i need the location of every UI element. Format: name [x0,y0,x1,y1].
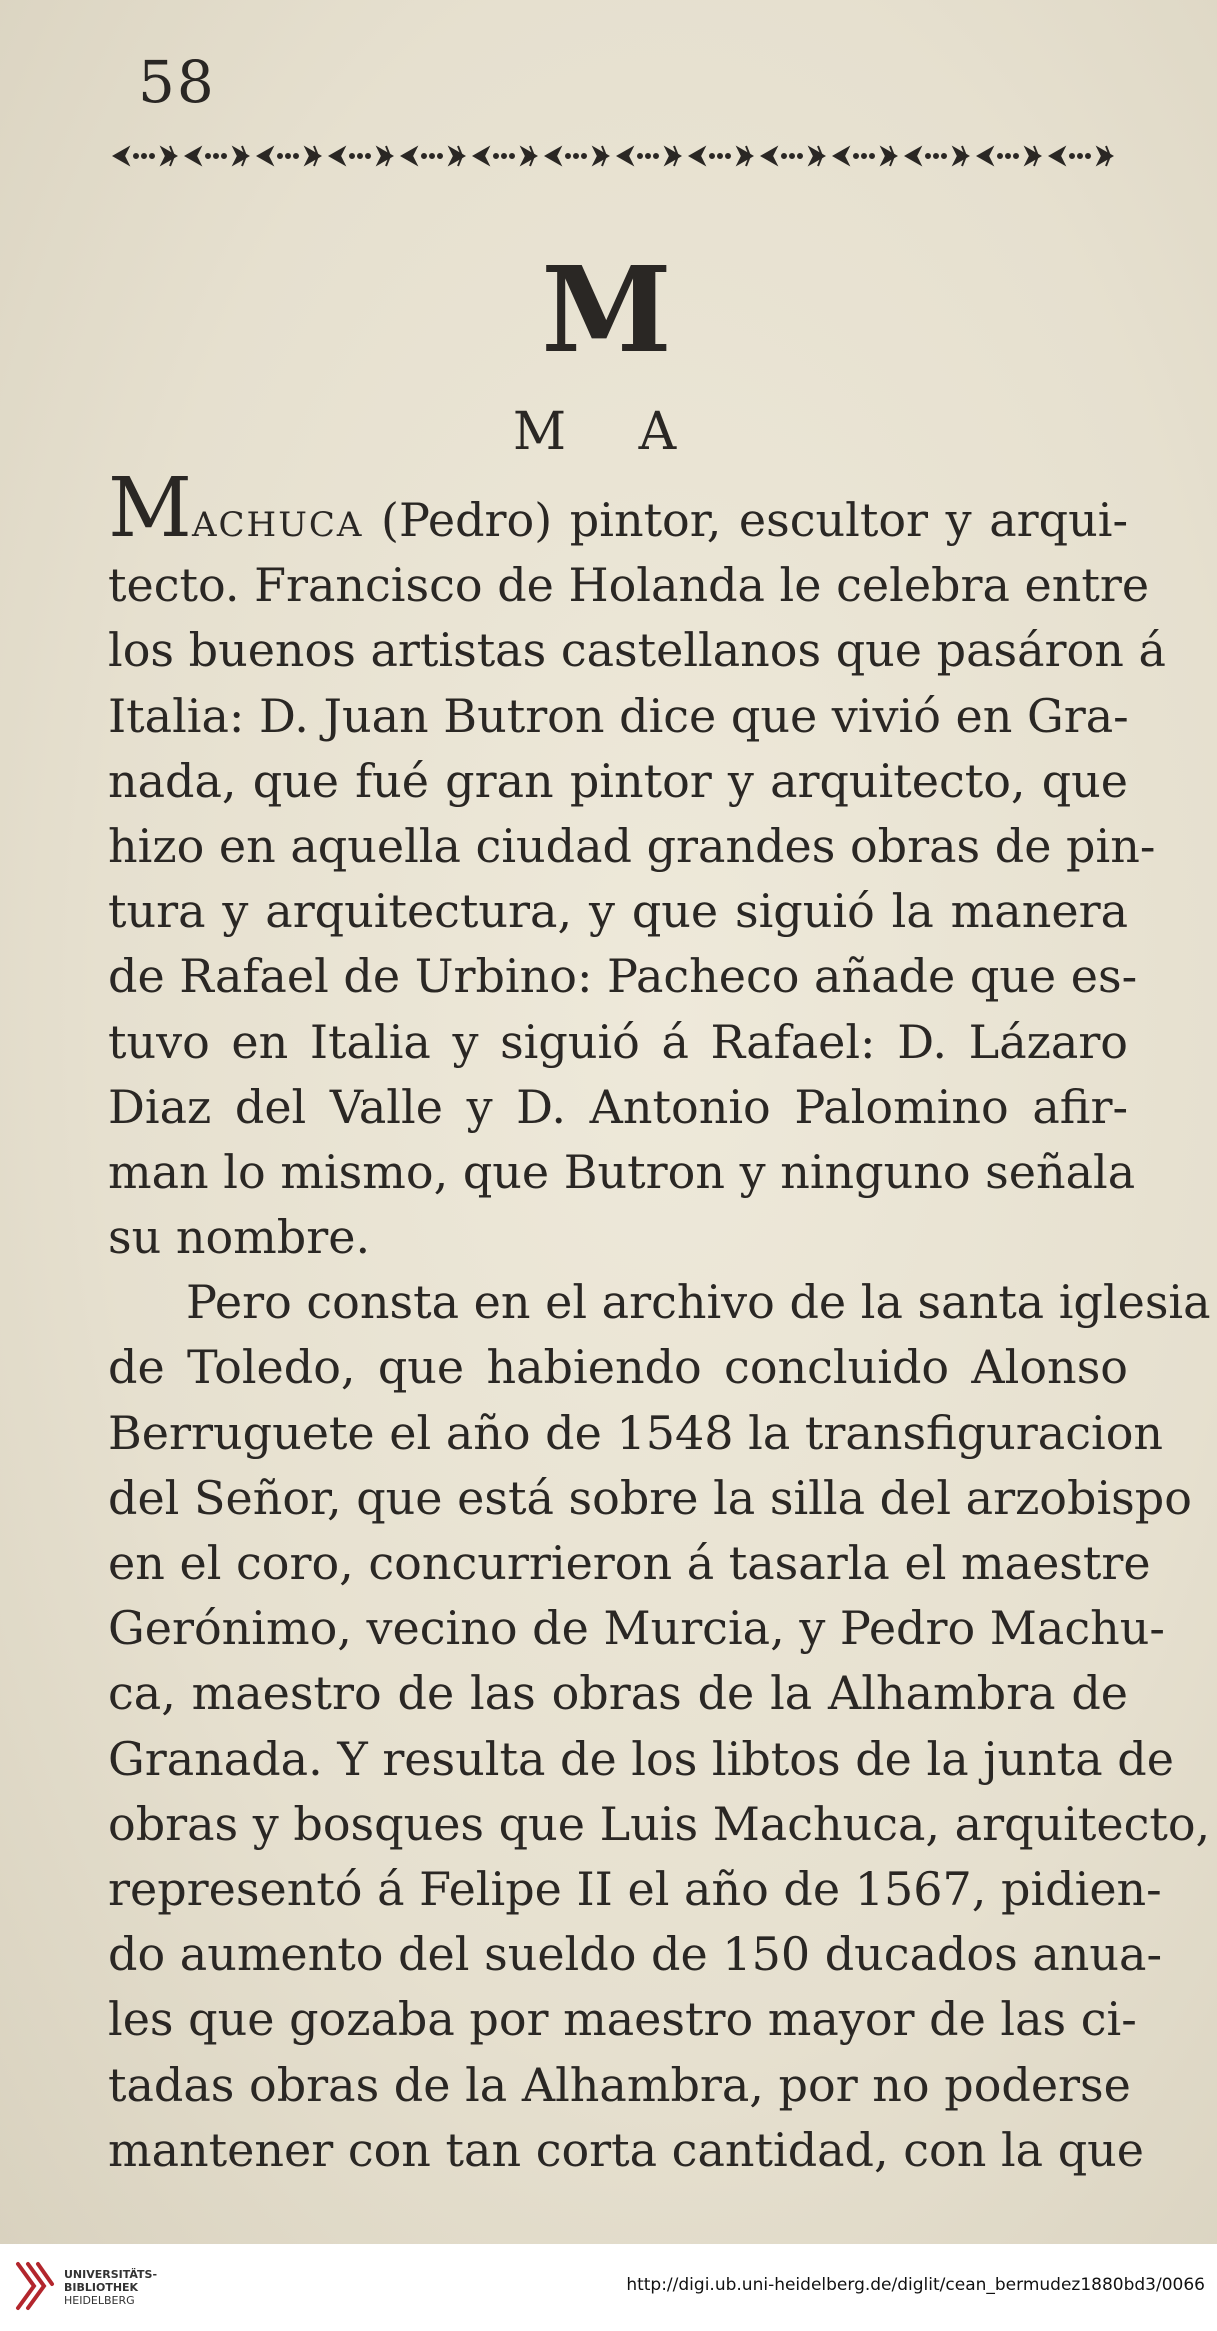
library-name-line2: BIBLIOTHEK [64,2281,139,2294]
library-name [64,2268,157,2307]
library-name-line1: UNIVERSITÄTS- [64,2268,158,2281]
paragraph-line: ca, maestro de las obras de la Alhambra de [108,1666,1128,1721]
text-line: tecto. Francisco de Holanda le celebra entre [108,558,1150,613]
text-line: tuvo en Italia y siguió á Rafael: D. Lázaro [108,1014,1128,1069]
paragraph-line: Granada. Y resulta de los libtos de la junta de [108,1731,1174,1786]
text-line: de Rafael de Urbino: Pacheco añade que es- [108,949,1138,1004]
text-line: hizo en aquella ciudad grandes obras de pin- [108,818,1156,873]
paragraph-line: representó á Felipe II el año de 1567, pidien- [108,1861,1162,1916]
first-line-rest: (Pedro) pintor, escultor y arqui- [363,493,1128,547]
viewer-footer [0,2244,1217,2331]
text-line: los buenos artistas castellanos que pasáron á [108,623,1166,678]
entry-name: ACHUCA [191,505,364,545]
page-number: 58 [138,48,216,116]
text-line: nada, que fué gran pintor y arquitecto, que [108,753,1128,808]
paragraph-line: en el coro, concurrieron á tasarla el maestre [108,1536,1151,1590]
paragraph-line: mantener con tan corta cantidad, con la que [108,2122,1145,2177]
text-line: Diaz del Valle y D. Antonio Palomino afir- [108,1079,1128,1134]
text-line: Italia: D. Juan Butron dice que vivió en Gra- [108,688,1129,743]
paragraph-line: les que gozaba por maestro mayor de las ci- [108,1992,1137,2047]
paragraph-line: de Toledo, que habiendo concluido Alonso [108,1340,1128,1395]
section-letter: M [541,240,676,379]
text-line: su nombre. [108,1210,371,1265]
text-line: man lo mismo, que Butron y ninguno señala [108,1144,1136,1199]
drop-cap: M [108,461,192,556]
paragraph-line: Berruguete el año de 1548 la transfiguracion [108,1405,1164,1460]
paragraph-line: Gerónimo, vecino de Murcia, y Pedro Machu- [108,1601,1165,1656]
source-url-link[interactable]: http://digi.ub.uni-heidelberg.de/diglit/cean_bermudez1880bd3/0066 [626,2275,1205,2295]
paragraph-line: do aumento del sueldo de 150 ducados anua- [108,1927,1163,1982]
paragraph-line: Pero consta en el archivo de la santa iglesia [186,1275,1211,1330]
text-line: tura y arquitectura, y que siguió la manera [108,884,1128,939]
paragraph-line: obras y bosques que Luis Machuca, arquitecto, [108,1796,1211,1851]
paragraph-line: tadas obras de la Alhambra, por no poderse [108,2057,1131,2112]
section-heading: M A [512,402,705,462]
library-name-line3: HEIDELBERG [64,2294,135,2307]
body-text [108,461,1211,2183]
printer-ornament-rule [110,136,1122,176]
text-line [108,461,1128,556]
paragraph-line: del Señor, que está sobre la silla del arzobispo [108,1470,1192,1525]
university-library-logo-icon [12,2256,56,2316]
